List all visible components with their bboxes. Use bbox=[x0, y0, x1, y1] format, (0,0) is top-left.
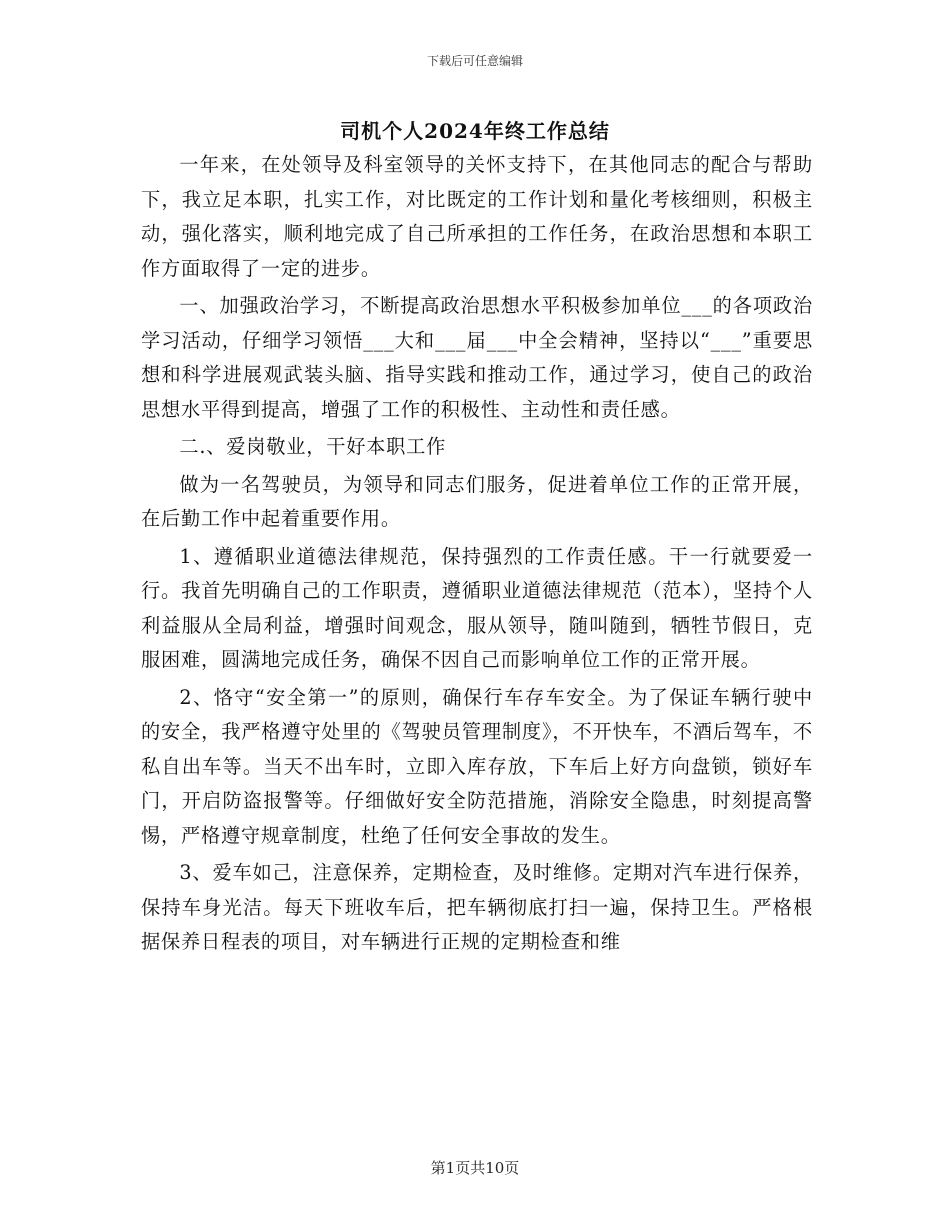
paragraph-point-1: 1、遵循职业道德法律规范，保持强烈的工作责任感。干一行就要爱一行。我首先明确自己的工作职责，遵循职业道德法律规范（范本），坚持个人利益服从全局利益，增强时间观念，服从领导，随叫随到，牺牲节假日，克服困难，圆满地完成任务，确保不因自己而影响单位工作的正常开展。 bbox=[141, 544, 813, 671]
document-body bbox=[141, 148, 813, 960]
paragraph-point-2: 2、恪守“安全第一”的原则，确保行车存车安全。为了保证车辆行驶中的安全，我严格遵守处里的《驾驶员管理制度》，不开快车，不酒后驾车，不私自出车等。当天不出车时，立即入库存放，下车后上好方向盘锁，锁好车门，开启防盗报警等。仔细做好安全防范措施，消除安全隐患，时刻提高警惕，严格遵守规章制度，杜绝了任何安全事故的发生。 bbox=[141, 685, 813, 847]
paragraph-political-study: 一、加强政治学习，不断提高政治思想水平积极参加单位___的各项政治学习活动，仔细学习领悟___大和___届___中全会精神，坚持以“___”重要思想和科学进展观武装头脑、指导实践和推动工作，通过学习，使自己的政治思想水平得到提高，增强了工作的积极性、主动性和责任感。 bbox=[141, 294, 813, 421]
paragraph-driver-role: 做为一名驾驶员，为领导和同志们服务，促进着单位工作的正常开展，在后勤工作中起着重要作用。 bbox=[141, 472, 813, 530]
header-note: 下载后可任意编辑 bbox=[426, 54, 523, 68]
paragraph-section-heading: 二.、爱岗敬业，干好本职工作 bbox=[179, 435, 447, 458]
paragraph-point-3: 3、爱车如己，注意保养，定期检查，及时维修。定期对汽车进行保养，保持车身光洁。每天下班收车后，把车辆彻底打扫一遍，保持卫生。严格根据保养日程表的项目，对车辆进行正规的定期检查和维 bbox=[141, 861, 813, 953]
document-title: 司机个人2024年终工作总结 bbox=[340, 119, 610, 143]
page-number-footer: 第1页共10页 bbox=[430, 1159, 520, 1177]
paragraph-intro: 一年来，在处领导及科室领导的关怀支持下，在其他同志的配合与帮助下，我立足本职，扎实工作，对比既定的工作计划和量化考核细则，积极主动，强化落实，顺利地完成了自己所承担的工作任务，在政治思想和本职工作方面取得了一定的进步。 bbox=[141, 153, 813, 280]
